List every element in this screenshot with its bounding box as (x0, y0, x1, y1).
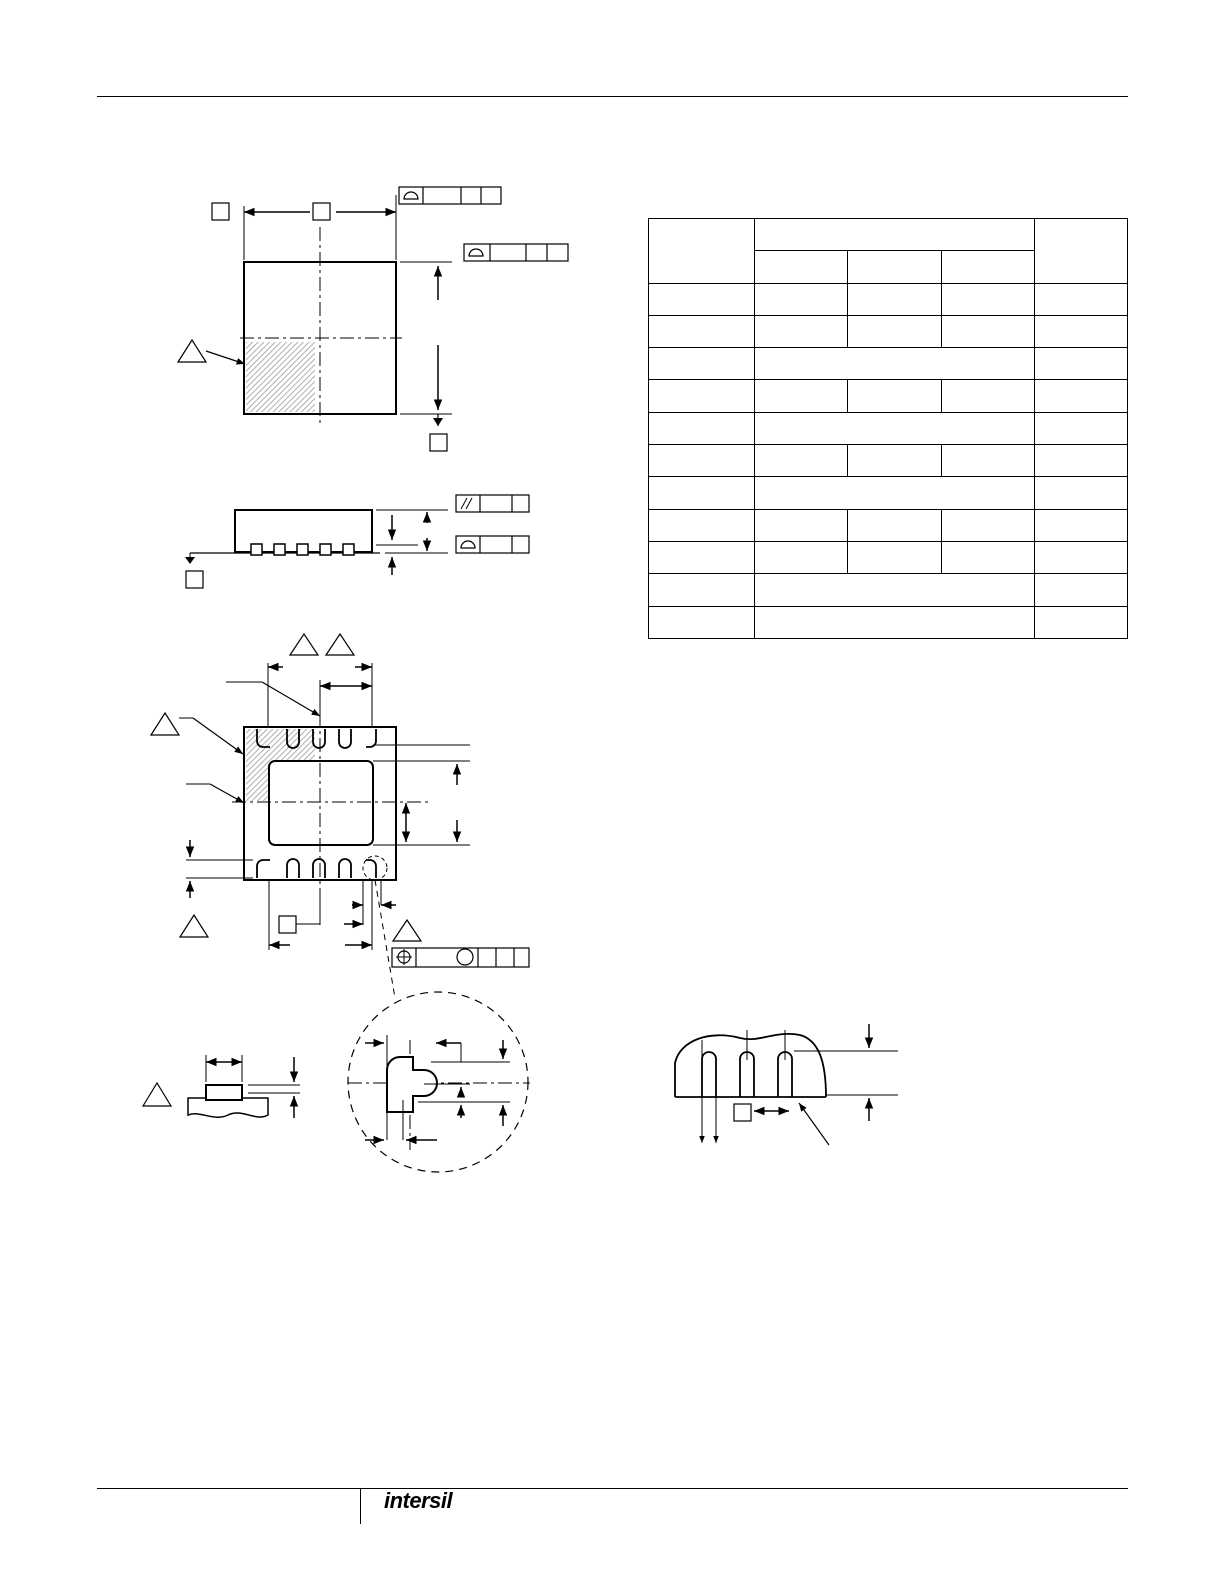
table-cell (1034, 315, 1127, 347)
fcf-top-2 (464, 244, 568, 261)
table-cell (1034, 509, 1127, 541)
table-row (649, 541, 1128, 573)
table-row (649, 283, 1128, 315)
note-triangle-a (290, 634, 318, 655)
fcf-top-1 (399, 187, 501, 204)
table-row (649, 315, 1128, 347)
note-triangle-left (151, 713, 179, 735)
table-cell (941, 380, 1034, 412)
table-cell (649, 509, 755, 541)
table-cell (649, 283, 755, 315)
table-cell (755, 477, 1035, 509)
table-cell (1034, 541, 1127, 573)
table-cell (1034, 380, 1127, 412)
table-row (649, 606, 1128, 638)
table-cell (649, 219, 755, 284)
datum-box-d (212, 203, 229, 220)
table-cell (755, 606, 1035, 638)
table-cell (848, 509, 941, 541)
table-cell (649, 574, 755, 606)
table-cell (848, 251, 941, 283)
table-cell (848, 315, 941, 347)
note-triangle-section (143, 1083, 171, 1106)
table-row (649, 477, 1128, 509)
table-row (649, 574, 1128, 606)
terminal-section-lead (206, 1085, 242, 1100)
note-triangle-bl (180, 915, 208, 937)
lead-detail (348, 992, 530, 1172)
exposed-pad (269, 761, 373, 845)
table-cell (1034, 412, 1127, 444)
table-cell (755, 315, 848, 347)
table-cell (848, 283, 941, 315)
table-row (649, 348, 1128, 380)
table-cell (649, 412, 755, 444)
table-cell (1034, 219, 1127, 284)
table-cell (649, 380, 755, 412)
table-cell (941, 315, 1034, 347)
top-view (178, 187, 568, 451)
table-cell (848, 445, 941, 477)
table-cell (755, 509, 848, 541)
table-cell (649, 348, 755, 380)
table-cell (755, 541, 848, 573)
table-cell (1034, 477, 1127, 509)
table-cell (649, 315, 755, 347)
table-row (649, 380, 1128, 412)
table-cell (755, 283, 848, 315)
table-row (649, 509, 1128, 541)
table-cell (941, 283, 1034, 315)
table-cell (649, 445, 755, 477)
table-cell (1034, 445, 1127, 477)
dim-box-e3 (734, 1104, 751, 1121)
table-cell (941, 445, 1034, 477)
terminal-tip-detail (675, 1024, 898, 1145)
datum-box-b (430, 434, 447, 451)
table-cell (848, 380, 941, 412)
table-cell (1034, 283, 1127, 315)
table-cell (1034, 574, 1127, 606)
table-row (649, 445, 1128, 477)
note-triangle-b (326, 634, 354, 655)
table-row (649, 219, 1128, 251)
fcf-parallelism (456, 495, 529, 512)
dim-box-e (313, 203, 330, 220)
table-cell (755, 348, 1035, 380)
note-triangle-top (178, 340, 206, 362)
side-view (185, 495, 529, 588)
table-cell (941, 541, 1034, 573)
top-view-pin1-area (246, 342, 315, 412)
table-cell (1034, 348, 1127, 380)
bottom-view (151, 634, 529, 998)
table-cell (941, 251, 1034, 283)
table-cell (755, 445, 848, 477)
table-cell (755, 219, 1035, 251)
table-cell (1034, 606, 1127, 638)
intersil-logo: intersil (384, 1488, 453, 1513)
table-cell (649, 606, 755, 638)
table-cell (941, 509, 1034, 541)
table-cell (755, 251, 848, 283)
table-cell (649, 541, 755, 573)
note-triangle-fcf (393, 920, 421, 941)
table-cell (755, 412, 1035, 444)
fcf-profile (456, 536, 529, 553)
dim-box-e2 (279, 916, 296, 933)
table-row (649, 412, 1128, 444)
datum-box-c (186, 571, 203, 588)
dimension-table (648, 218, 1128, 639)
table-cell (649, 477, 755, 509)
table-cell (755, 380, 848, 412)
table-cell (755, 574, 1035, 606)
terminal-section (143, 1055, 300, 1118)
table-cell (848, 541, 941, 573)
